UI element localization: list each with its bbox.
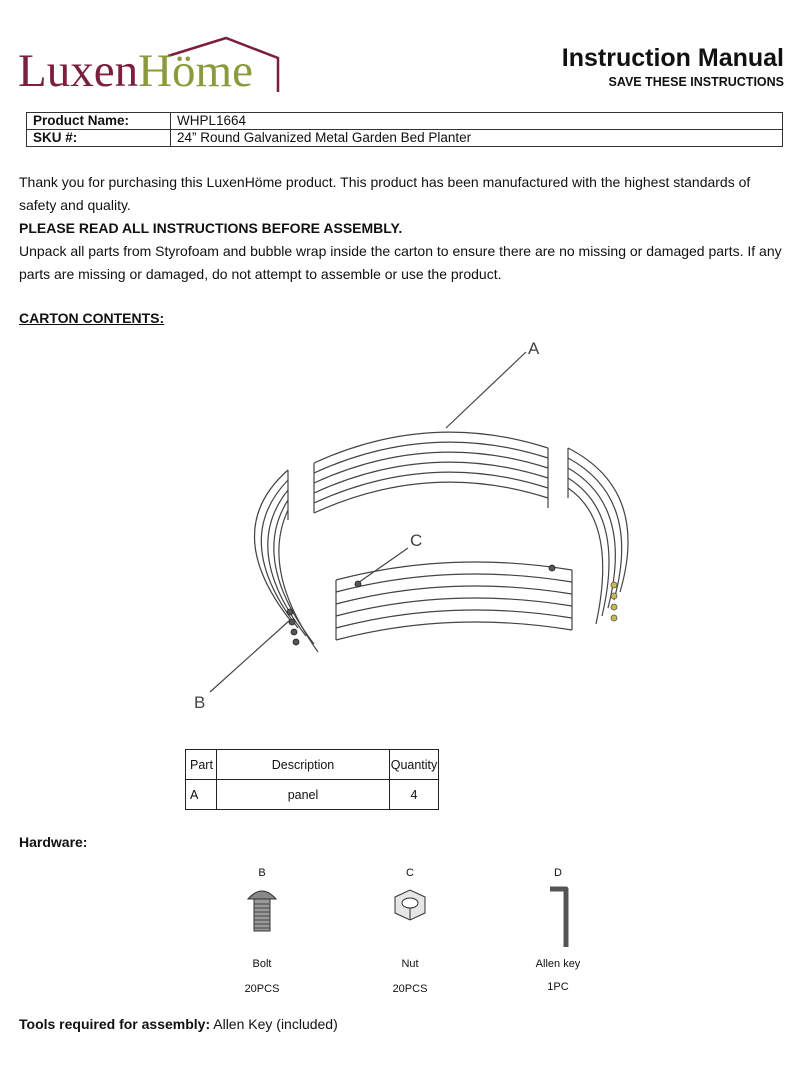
tools-required (19, 1016, 338, 1032)
table-row (27, 130, 783, 147)
bolt-name: Bolt (252, 958, 272, 970)
page-title: Instruction Manual (561, 44, 784, 72)
hardware-code: C (406, 867, 414, 879)
unpack-paragraph: Unpack all parts from Styrofoam and bubble wrap inside the carton to ensure there are no missing or damaged parts. If any parts are missing or damaged, do not attempt to assemble or use the product. (19, 243, 782, 282)
panel-a-back (314, 432, 548, 513)
carton-contents-diagram (180, 330, 670, 730)
hardware-item-bolt (222, 867, 302, 933)
col-header-description: Description (217, 750, 390, 780)
nut-icon (387, 885, 433, 925)
bolt-marker (291, 629, 297, 635)
diagram-label-b: B (194, 693, 206, 712)
bolt-marker (287, 609, 293, 615)
hardware-item-nut (370, 867, 450, 925)
bolt-quantity: 20PCS (244, 983, 280, 995)
allen-key-icon (538, 885, 578, 951)
nut-marker (355, 581, 361, 587)
parts-table (185, 749, 439, 810)
bolt-marker (611, 604, 617, 610)
part-cell: A (186, 780, 217, 810)
bolt-marker (289, 619, 295, 625)
col-header-quantity: Quantity (390, 750, 439, 780)
assembly-warning: PLEASE READ ALL INSTRUCTIONS BEFORE ASSEMBLY. (19, 220, 403, 236)
nut-quantity: 20PCS (392, 983, 428, 995)
panel-left (254, 470, 318, 652)
bolt-marker (611, 593, 617, 599)
tools-value: Allen Key (included) (210, 1016, 338, 1032)
nut-marker (549, 565, 555, 571)
product-name-value: WHPL1664 (171, 113, 783, 130)
allen-key-quantity: 1PC (547, 981, 569, 993)
table-row (27, 113, 783, 130)
diagram-label-c: C (410, 531, 423, 550)
tools-label: Tools required for assembly: (19, 1016, 211, 1032)
hardware-code: D (554, 867, 562, 879)
allen-key-name: Allen key (535, 958, 581, 970)
bolt-icon (242, 885, 282, 933)
hardware-code: B (258, 867, 266, 879)
bolt-marker (611, 615, 617, 621)
diagram-label-a: A (528, 339, 540, 358)
leader-line-a (446, 352, 526, 428)
logo-wordmark (18, 45, 253, 97)
intro-text (19, 171, 789, 286)
carton-contents-heading: CARTON CONTENTS: (19, 310, 165, 326)
table-row (186, 780, 439, 810)
page-subtitle: SAVE THESE INSTRUCTIONS (608, 75, 784, 89)
col-header-part: Part (186, 750, 217, 780)
hardware-heading: Hardware: (19, 834, 88, 850)
product-info-table (26, 112, 783, 147)
table-header-row (186, 750, 439, 780)
hardware-item-allen-key (518, 867, 598, 951)
description-cell: panel (217, 780, 390, 810)
nut-name: Nut (401, 958, 419, 970)
quantity-cell: 4 (390, 780, 439, 810)
intro-paragraph: Thank you for purchasing this LuxenHöme product. This product has been manufactured with the highest standards of safety and quality. (19, 174, 751, 213)
product-name-label: Product Name: (27, 113, 171, 130)
sku-value: 24” Round Galvanized Metal Garden Bed Planter (171, 130, 783, 147)
sku-label: SKU #: (27, 130, 171, 147)
bolt-marker (611, 582, 617, 588)
bolt-marker (293, 639, 299, 645)
brand-logo (18, 34, 288, 98)
panel-right (568, 448, 628, 624)
logo-text-luxen: Luxen (18, 45, 139, 97)
leader-line-b (210, 620, 290, 692)
logo-text-home: Höme (138, 45, 253, 97)
